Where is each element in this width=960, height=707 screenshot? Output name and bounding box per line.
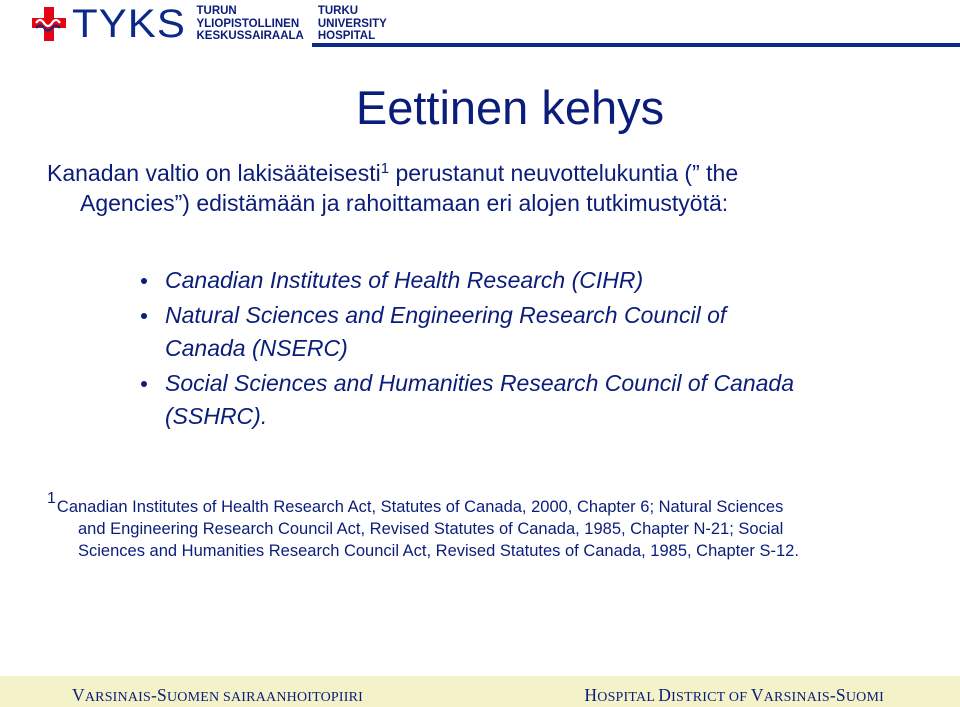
- agency-list: [143, 264, 923, 435]
- footer-text: -: [829, 685, 836, 705]
- footnote: [47, 490, 937, 562]
- intro-text-line2: Agencies”) edistämään ja rahoittamaan eri alojen tutkimustyötä:: [80, 190, 729, 216]
- footnote-line2: and Engineering Research Council Act, Revised Statutes of Canada, 1985, Chapter N-21; Social: [78, 520, 784, 538]
- slide-title: [0, 80, 960, 135]
- footer-text: V: [72, 685, 85, 705]
- logo-line: HOSPITAL: [317, 30, 376, 43]
- footer-text: -: [151, 685, 158, 705]
- list-item: [143, 299, 923, 365]
- logo-line: UNIVERSITY: [317, 17, 387, 30]
- footnote-line1: Canadian Institutes of Health Research Act, Statutes of Canada, 2000, Chapter 6; Natural Sciences: [56, 498, 784, 516]
- list-item-text-cont: Canada (NSERC): [165, 335, 348, 361]
- footer-text: D: [658, 685, 672, 705]
- footnote-line3: Sciences and Humanities Research Council Act, Revised Statutes of Canada, 1985, Chapter S-12.: [78, 542, 799, 560]
- footer-text: S: [157, 685, 167, 705]
- intro-footnote-marker: 1: [380, 160, 390, 177]
- footer-text: UOMI: [845, 690, 884, 705]
- slide-title-text: Eettinen kehys: [355, 81, 665, 134]
- footer-text: ARSINAIS: [84, 690, 152, 705]
- logo-line: TURUN: [196, 5, 237, 18]
- footnote-marker: 1: [47, 490, 56, 507]
- logo-line: TURKU: [317, 5, 359, 18]
- intro-text-part1: Kanadan valtio on lakisääteisesti: [47, 160, 381, 186]
- logo-name-finnish: [196, 5, 303, 43]
- footer-text: OSPITAL: [597, 690, 659, 705]
- logo-line: KESKUSSAIRAALA: [196, 30, 304, 43]
- footer-district-finnish: [72, 685, 363, 706]
- list-item-text-cont: (SSHRC).: [165, 403, 268, 429]
- list-item-text: Natural Sciences and Engineering Research Council of: [165, 302, 727, 328]
- intro-paragraph: [47, 158, 927, 218]
- footer-text: V: [750, 685, 764, 705]
- logo-tyks-text: TYKS: [72, 2, 186, 46]
- footer-text: S: [835, 685, 846, 705]
- footer-text: UOMEN SAIRAANHOITOPIIRI: [166, 690, 364, 705]
- list-item-text: Canadian Institutes of Health Research (CIHR): [165, 267, 644, 293]
- bullet-icon: [141, 381, 147, 387]
- list-item: [143, 367, 923, 433]
- logo-name-english: [318, 5, 387, 43]
- footer-text: ARSINAIS: [763, 690, 830, 705]
- footer-text: H: [584, 685, 598, 705]
- hospital-logo: [30, 4, 401, 44]
- header-divider: [312, 43, 960, 47]
- header: [0, 0, 960, 48]
- bullet-icon: [141, 313, 147, 319]
- footer-district-english: [584, 685, 884, 706]
- list-item: [143, 264, 923, 297]
- bullet-icon: [141, 278, 147, 284]
- footer-text: ISTRICT OF: [671, 690, 751, 705]
- list-item-text: Social Sciences and Humanities Research Council of Canada: [165, 370, 795, 396]
- footer-bar: [0, 676, 960, 707]
- logo-line: YLIOPISTOLLINEN: [196, 17, 300, 30]
- cross-logo-icon: [30, 5, 68, 43]
- intro-text-part2: perustanut neuvottelukuntia (” the: [389, 160, 739, 186]
